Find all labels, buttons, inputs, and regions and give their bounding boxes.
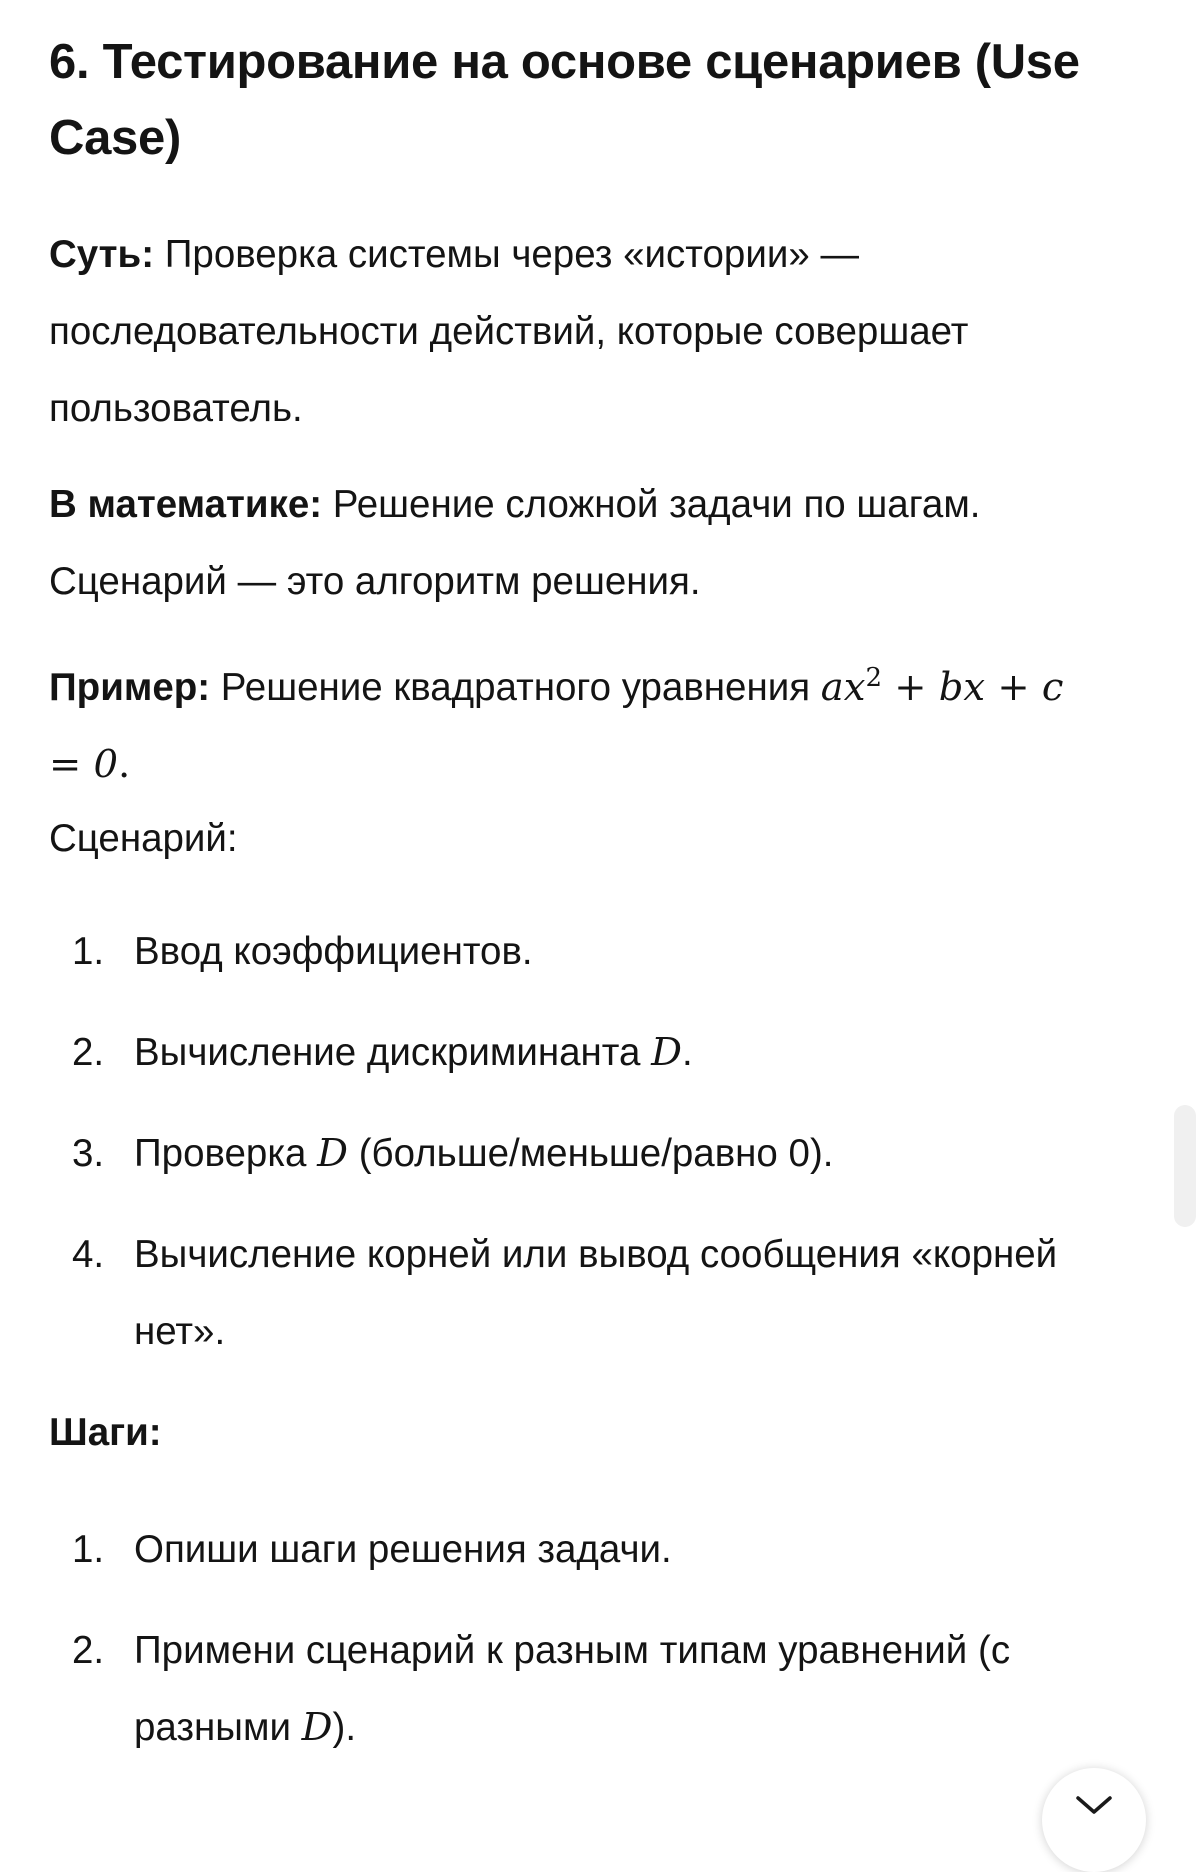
scroll-down-button[interactable] bbox=[1042, 1768, 1146, 1872]
list-number: 2. bbox=[72, 1628, 105, 1672]
scrollbar-thumb[interactable] bbox=[1174, 1105, 1196, 1227]
list-item-text: Опиши шаги решения задачи. bbox=[134, 1527, 672, 1571]
list-item-text: Вычисление корней или вывод сообщения «корней нет». bbox=[134, 1232, 1058, 1353]
list-number: 2. bbox=[72, 1030, 105, 1074]
list-number: 4. bbox=[72, 1232, 105, 1276]
list-number: 3. bbox=[72, 1131, 105, 1175]
essence-label: Суть: bbox=[49, 233, 155, 276]
math-label: В математике: bbox=[49, 483, 323, 526]
list-number: 1. bbox=[72, 1527, 105, 1571]
list-number: 1. bbox=[72, 929, 105, 973]
steps-list bbox=[49, 1511, 1089, 1766]
section-title: 6. Тестирование на основе сценариев (Use Case) bbox=[49, 35, 1080, 165]
steps-label: Шаги: bbox=[49, 1410, 162, 1454]
math-text: Решение сложной задачи по шагам. Сценарий — это алгоритм решения. bbox=[49, 483, 981, 603]
math-paragraph bbox=[49, 466, 1089, 620]
list-item: 2. Примени сценарий к разным типам уравнений (с разными D). bbox=[49, 1612, 1089, 1766]
essence-text: Проверка системы через «истории» — последовательности действий, которые совершает пользователь. bbox=[49, 233, 969, 430]
message-content bbox=[49, 24, 1089, 1790]
list-item bbox=[49, 1511, 1089, 1588]
discriminant-symbol: D bbox=[651, 1029, 682, 1075]
scenario-label: Сценарий: bbox=[49, 816, 238, 860]
chevron-down-icon bbox=[1075, 1794, 1113, 1816]
example-paragraph bbox=[49, 640, 1089, 803]
discriminant-symbol: D bbox=[317, 1130, 349, 1176]
list-item-text: Примени сценарий к разным типам уравнений (с разными bbox=[134, 1628, 1011, 1749]
example-label: Пример: bbox=[49, 665, 211, 709]
example-text: Решение квадратного уравнения bbox=[220, 665, 811, 709]
discriminant-symbol: D bbox=[301, 1704, 333, 1750]
essence-paragraph bbox=[49, 216, 1089, 447]
quadratic-formula: $ax^2$ + bx + c = 0. bbox=[49, 663, 1064, 787]
list-item-text: Проверка bbox=[134, 1131, 307, 1175]
list-item bbox=[49, 913, 1089, 990]
list-item: 3. Проверка D (больше/меньше/равно 0). bbox=[49, 1115, 1089, 1192]
list-item: 2. Вычисление дискриминанта D. bbox=[49, 1014, 1089, 1091]
scenario-list bbox=[49, 913, 1089, 1370]
list-item bbox=[49, 1216, 1089, 1370]
list-item-text: Вычисление дискриминанта bbox=[134, 1030, 641, 1074]
list-item-text: Ввод коэффициентов. bbox=[134, 929, 533, 973]
